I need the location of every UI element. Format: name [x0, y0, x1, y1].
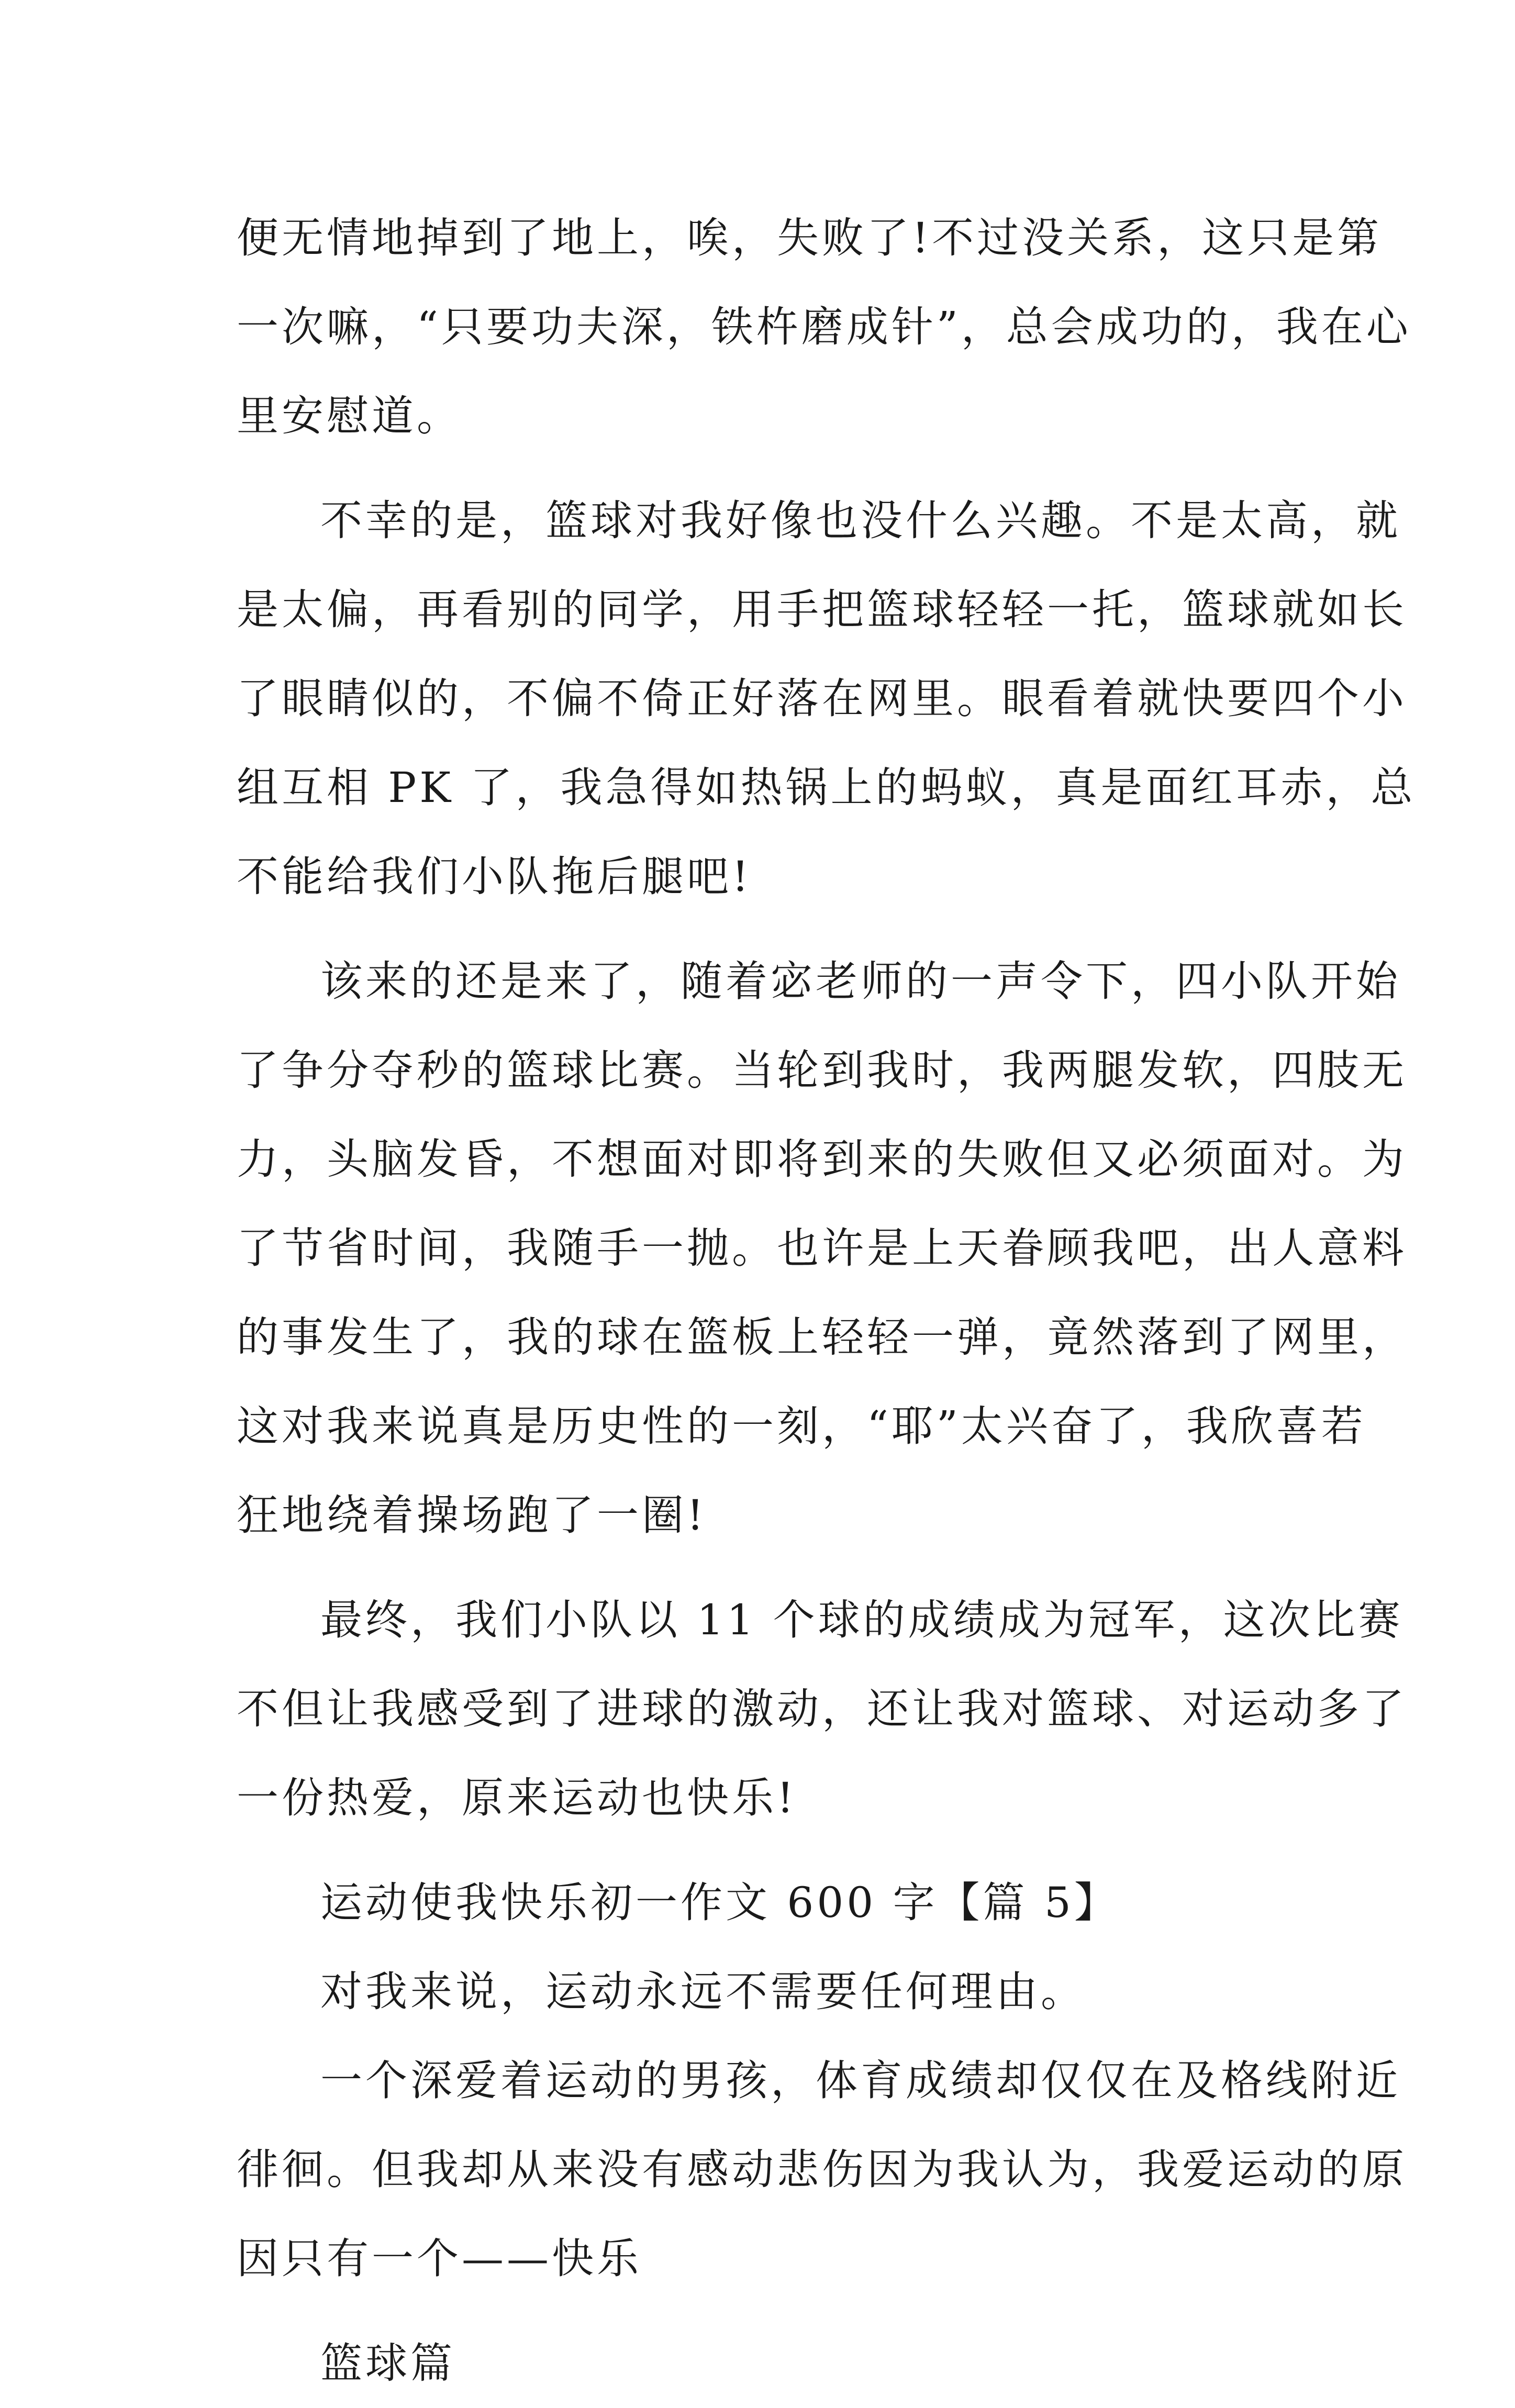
text-line: 了争分夺秒的篮球比赛。当轮到我时，我两腿发软，四肢无	[237, 1046, 1407, 1095]
paragraph	[237, 476, 1416, 921]
text-line: 不但让我感受到了进球的激动，还让我对篮球、对运动多了	[237, 1685, 1407, 1733]
text-line: 徘徊。但我却从来没有感动悲伤因为我认为，我爱运动的原	[237, 2145, 1407, 2194]
paragraph	[237, 1576, 1407, 1843]
text-line: 篮球篇	[320, 2339, 455, 2388]
text-line: 狂地绕着操场跑了一圈!	[237, 1491, 707, 1540]
text-line: 不幸的是，篮球对我好像也没什么兴趣。不是太高，就	[320, 496, 1401, 545]
text-line: 的事发生了，我的球在篮板上轻轻一弹，竟然落到了网里，	[237, 1313, 1407, 1362]
text-line: 一个深爱着运动的男孩，体育成绩却仅仅在及格线附近	[320, 2056, 1401, 2105]
text-line: 这对我来说真是历史性的一刻，“耶”太兴奋了，我欣喜若	[237, 1402, 1366, 1451]
text-line: 里安慰道。	[237, 392, 462, 440]
text-line: 组互相 PK 了，我急得如热锅上的蚂蚁，真是面红耳赤，总	[237, 763, 1416, 812]
text-line: 一次嘛，“只要功夫深，铁杵磨成针”，总会成功的，我在心	[237, 303, 1411, 351]
heading-text: 运动使我快乐初一作文 600 字【篇 5】	[320, 1878, 1119, 1927]
text-line: 了节省时间，我随手一抛。也许是上天眷顾我吧，出人意料	[237, 1224, 1407, 1273]
text-line: 最终，我们小队以 11 个球的成绩成为冠军，这次比赛	[320, 1596, 1403, 1644]
paragraph	[237, 937, 1407, 1560]
subsection-heading	[237, 2319, 1284, 2408]
text-line: 便无情地掉到了地上，唉，失败了!不过没关系，这只是第	[237, 214, 1383, 262]
text-line: 是太偏，再看别的同学，用手把篮球轻轻一托，篮球就如长	[237, 585, 1407, 634]
paragraph	[237, 2036, 1407, 2303]
text-line: 了眼睛似的，不偏不倚正好落在网里。眼看着就快要四个小	[237, 674, 1407, 723]
section-heading	[237, 1858, 1284, 1947]
document-body	[237, 194, 1416, 2408]
text-line: 对我来说，运动永远不需要任何理由。	[320, 1967, 1086, 2016]
paragraph	[237, 1947, 1284, 2036]
paragraph	[237, 194, 1411, 461]
text-line: 不能给我们小队拖后腿吧!	[237, 852, 752, 901]
text-line: 因只有一个——快乐	[237, 2234, 642, 2283]
text-line: 该来的还是来了，随着宓老师的一声令下，四小队开始	[320, 957, 1401, 1006]
text-line: 一份热爱，原来运动也快乐!	[237, 1774, 797, 1822]
text-line: 力，头脑发昏，不想面对即将到来的失败但又必须面对。为	[237, 1135, 1407, 1184]
